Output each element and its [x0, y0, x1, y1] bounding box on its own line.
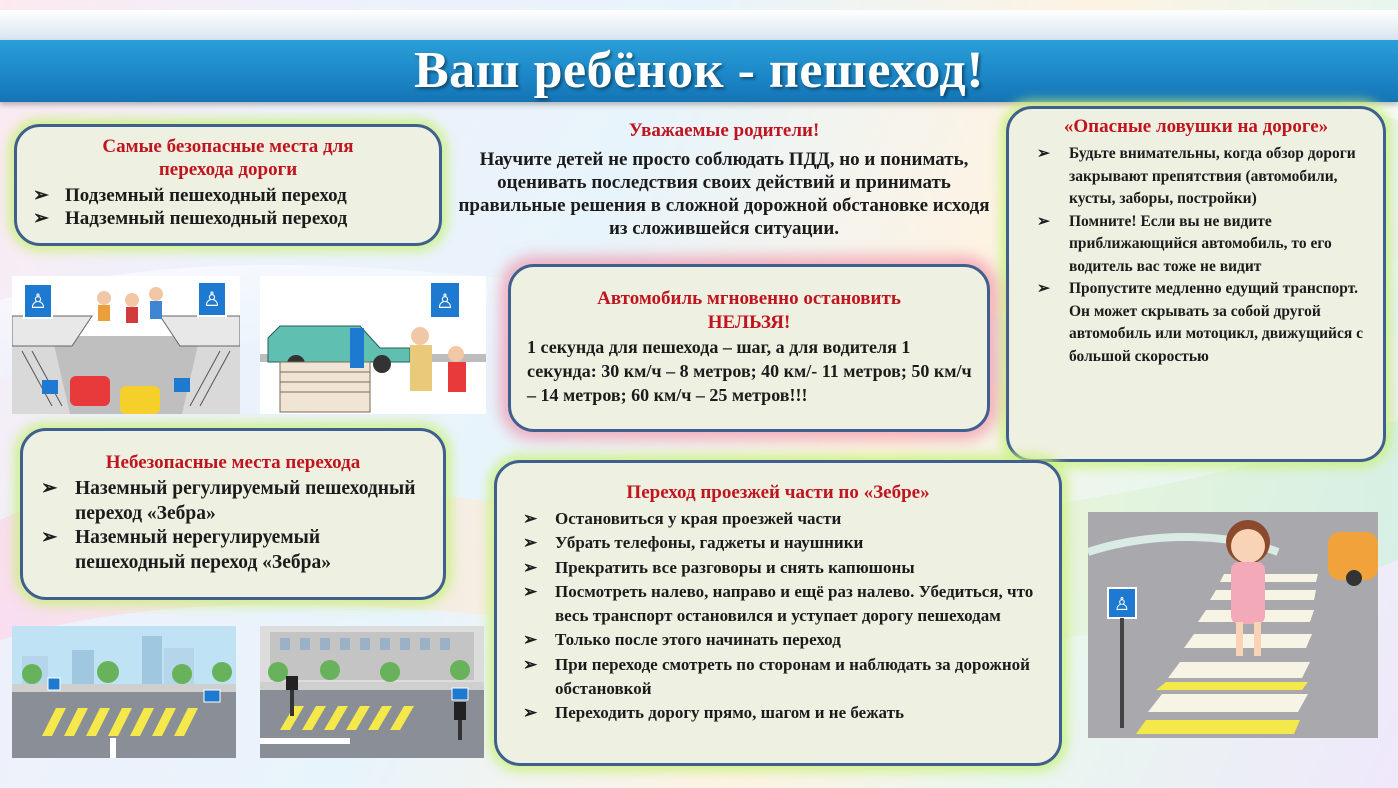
- list-item: ➢ Переходить дорогу прямо, шагом и не бежать: [523, 701, 1047, 725]
- underpass-illustration: [12, 276, 240, 414]
- list-item: ➢ Остановиться у края проезжей части: [523, 507, 1047, 531]
- parents-text: Научите детей не просто соблюдать ПДД, но и понимать, оценивать последствия своих действий и принимать правильные решения в сложной дорожной обстановке исходя из сложившейся ситуации.: [458, 149, 990, 239]
- banner-top-strip: [0, 10, 1398, 40]
- list-item: ➢ Подземный пешеходный переход: [33, 185, 347, 206]
- car-stop-card: [508, 264, 990, 432]
- arrow-bullet-icon: ➢: [523, 581, 538, 601]
- car-underpass-illustration: [260, 276, 486, 414]
- arrow-bullet-icon: ➢: [41, 527, 58, 548]
- arrow-bullet-icon: ➢: [523, 630, 538, 650]
- list-item: ➢ Посмотреть налево, направо и ещё раз налево. Убедиться, что весь транспорт остановился и уступает дорогу пешеходам: [523, 581, 1034, 626]
- unsafe-places-list: [23, 475, 443, 575]
- arrow-bullet-icon: ➢: [1037, 145, 1050, 162]
- list-item: ➢ Помните! Если вы не видите приближающийся автомобиль, то его водитель вас тоже не видит: [1037, 212, 1332, 275]
- parents-title: Уважаемые родители!: [628, 120, 820, 141]
- traps-title: «Опасные ловушки на дороге»: [1063, 116, 1329, 137]
- list-item: ➢ Наземный нерегулируемый пешеходный переход «Зебра»: [41, 527, 331, 573]
- parents-block: [452, 118, 996, 240]
- safe-places-list: [17, 181, 439, 230]
- svg-text:♙: ♙: [29, 291, 47, 313]
- arrow-bullet-icon: ➢: [523, 703, 538, 723]
- safe-places-card: [14, 124, 442, 246]
- list-item: ➢ Будьте внимательны, когда обзор дороги закрывают препятствия (автомобили, кусты, заборы, постройки): [1037, 145, 1356, 207]
- svg-text:♙: ♙: [436, 291, 454, 313]
- list-item: ➢ Прекратить все разговоры и снять капюшоны: [523, 556, 1047, 580]
- list-item: ➢ Пропустите медленно едущий транспорт. Он может скрывать за собой другой автомобиль или мотоцикл, движущийся с большой скоростью: [1037, 280, 1363, 365]
- zebra-rules-card: [494, 460, 1062, 766]
- unsafe-places-card: [20, 428, 446, 600]
- zebra-rules-list: [497, 505, 1059, 726]
- arrow-bullet-icon: ➢: [523, 654, 538, 674]
- car-stop-warning: НЕЛЬЗЯ!: [707, 312, 791, 333]
- arrow-bullet-icon: ➢: [523, 509, 538, 528]
- regulated-crosswalk-illustration: [12, 626, 236, 758]
- svg-text:♙: ♙: [1113, 594, 1131, 614]
- zebra-rules-title: Переход проезжей части по «Зебре»: [626, 482, 930, 503]
- arrow-bullet-icon: ➢: [41, 478, 58, 499]
- list-item: ➢ Убрать телефоны, гаджеты и наушники: [523, 531, 1047, 555]
- svg-text:♙: ♙: [203, 289, 221, 311]
- traps-list: [1009, 139, 1383, 368]
- list-item: ➢ При переходе смотреть по сторонам и наблюдать за дорожной обстановкой: [523, 654, 1030, 699]
- arrow-bullet-icon: ➢: [33, 208, 49, 229]
- arrow-bullet-icon: ➢: [523, 533, 538, 553]
- arrow-bullet-icon: ➢: [33, 185, 49, 206]
- page-title: Ваш ребёнок - пешеход!: [413, 42, 985, 99]
- unregulated-crosswalk-illustration: [260, 626, 484, 758]
- car-stop-text: 1 секунда для пешехода – шаг, а для водителя 1 секунда: 30 км/ч – 8 метров; 40 км/- 11 метров; 50 км/ч – 14 метров; 60 км/ч – 25 метров!!!: [527, 337, 972, 405]
- list-item: ➢ Наземный регулируемый пешеходный переход «Зебра»: [41, 478, 416, 524]
- safe-places-title: Самые безопасные места для перехода дороги: [102, 136, 354, 180]
- girl-crosswalk-illustration: [1088, 512, 1378, 738]
- arrow-bullet-icon: ➢: [523, 557, 538, 577]
- car-stop-title: Автомобиль мгновенно остановить: [597, 288, 901, 309]
- unsafe-places-title: Небезопасные места перехода: [105, 452, 361, 473]
- traps-card: [1006, 106, 1386, 462]
- list-item: ➢ Надземный пешеходный переход: [33, 208, 348, 229]
- arrow-bullet-icon: ➢: [1037, 280, 1050, 297]
- list-item: ➢ Только после этого начинать переход: [523, 628, 1047, 652]
- arrow-bullet-icon: ➢: [1037, 212, 1050, 230]
